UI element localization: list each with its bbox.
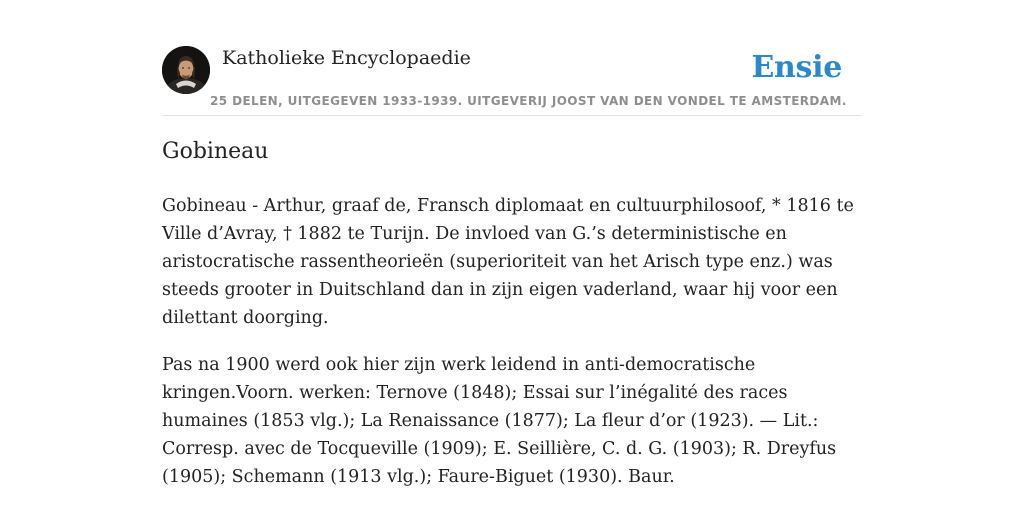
article-paragraph: Pas na 1900 werd ook hier zijn werk leidend in anti-democratische kringen.Voorn. werken: Ternove (1848); Essai sur l’inégalité des races humaines (1853 vlg.); La Renaissance (1877); La fleur d’or (1923). — Lit.: Corresp. avec de Tocqueville (1909); E. Seillière, C. d. G. (1903); R. Dreyfus (1905); Schemann (1913 vlg.); Faure-Biguet (1930). Baur. — [162, 355, 837, 487]
article-body — [162, 192, 862, 510]
article-title: Gobineau — [162, 139, 269, 164]
site-header — [162, 44, 862, 116]
portrait-avatar-icon[interactable] — [162, 46, 210, 94]
ensie-logo[interactable]: Ensie — [751, 50, 842, 85]
article-paragraph: Gobineau - Arthur, graaf de, Fransch diplomaat en cultuurphilosoof, * 1816 te Ville d’Avray, † 1882 te Turijn. De invloed van G.’s deterministische en aristocratische rassentheorieën (superioriteit van het Arisch type enz.) was steeds grooter in Duitschland dan in zijn eigen vaderland, waar hij voor een dilettant doorging. — [162, 196, 854, 328]
site-title[interactable]: Katholieke Encyclopaedie — [222, 47, 471, 69]
encyclopedia-subtitle: 25 DELEN, UITGEGEVEN 1933-1939. UITGEVERIJ JOOST VAN DEN VONDEL TE AMSTERDAM. — [210, 94, 847, 108]
